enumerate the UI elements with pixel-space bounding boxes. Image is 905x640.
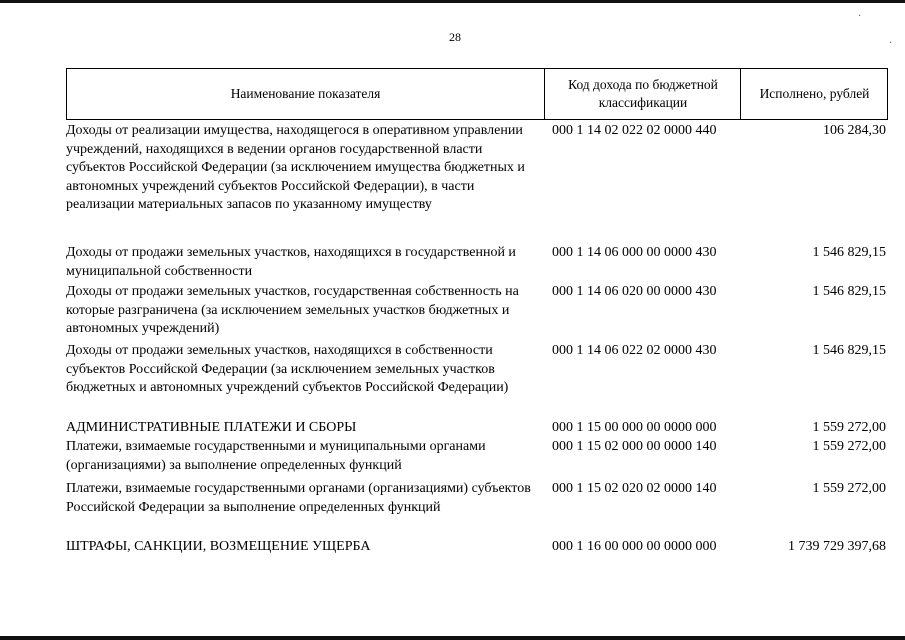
row-amount: 106 284,30: [823, 123, 886, 138]
scan-mark: ·: [889, 38, 893, 49]
page-number: 28: [449, 30, 461, 44]
row-name: ШТРАФЫ, САНКЦИИ, ВОЗМЕЩЕНИЕ УЩЕРБА: [66, 539, 371, 554]
header-code: Код дохода по бюджетной классификации: [544, 69, 741, 119]
row-code: 000 1 14 06 022 02 0000 430: [552, 343, 717, 358]
row-code: 000 1 15 00 000 00 0000 000: [552, 420, 717, 435]
row-amount: 1 546 829,15: [812, 343, 886, 358]
row-code: 000 1 15 02 020 02 0000 140: [552, 481, 717, 496]
header-amount: Исполнено, рублей: [740, 69, 888, 119]
row-code: 000 1 14 06 020 00 0000 430: [552, 284, 717, 299]
scan-mark: ·: [858, 11, 862, 22]
row-name: Платежи, взимаемые государственными органами (организациями) субъектов Российской Федерации за выполнение определенных функций: [66, 481, 531, 515]
row-name: Доходы от реализации имущества, находящегося в оперативном управлении учреждений, находящихся в ведении органов государственной власти субъектов Российской Федерации (за исключением имущества бюджетных и автономных учреждений субъектов Российской Федерации), в части реализации материальных запасов по указанному имуществу: [66, 123, 525, 213]
row-amount: 1 559 272,00: [812, 420, 886, 435]
top-border: [0, 0, 905, 3]
row-amount: 1 546 829,15: [812, 284, 886, 299]
row-code: 000 1 16 00 000 00 0000 000: [552, 539, 717, 554]
bottom-border: [0, 636, 905, 640]
row-name: АДМИНИСТРАТИВНЫЕ ПЛАТЕЖИ И СБОРЫ: [66, 420, 357, 435]
row-name: Платежи, взимаемые государственными и муниципальными органами (организациями) за выполнение определенных функций: [66, 439, 486, 473]
row-code: 000 1 15 02 000 00 0000 140: [552, 439, 717, 454]
row-amount: 1 559 272,00: [812, 481, 886, 496]
row-amount: 1 559 272,00: [812, 439, 886, 454]
row-name: Доходы от продажи земельных участков, находящихся в государственной и муниципальной собственности: [66, 245, 516, 279]
row-amount: 1 739 729 397,68: [788, 539, 886, 554]
row-name: Доходы от продажи земельных участков, находящихся в собственности субъектов Российской Федерации (за исключением земельных участков бюджетных и автономных учреждений субъектов Российской Федерации): [66, 343, 509, 396]
header-name: Наименование показателя: [230, 86, 381, 101]
row-name: Доходы от продажи земельных участков, государственная собственность на которые разграничена (за исключением земельных участков бюджетных и автономных учреждений): [66, 284, 519, 337]
table-header: [66, 68, 888, 120]
row-amount: 1 546 829,15: [812, 245, 886, 260]
row-code: 000 1 14 06 000 00 0000 430: [552, 245, 717, 260]
row-code: 000 1 14 02 022 02 0000 440: [552, 123, 717, 138]
